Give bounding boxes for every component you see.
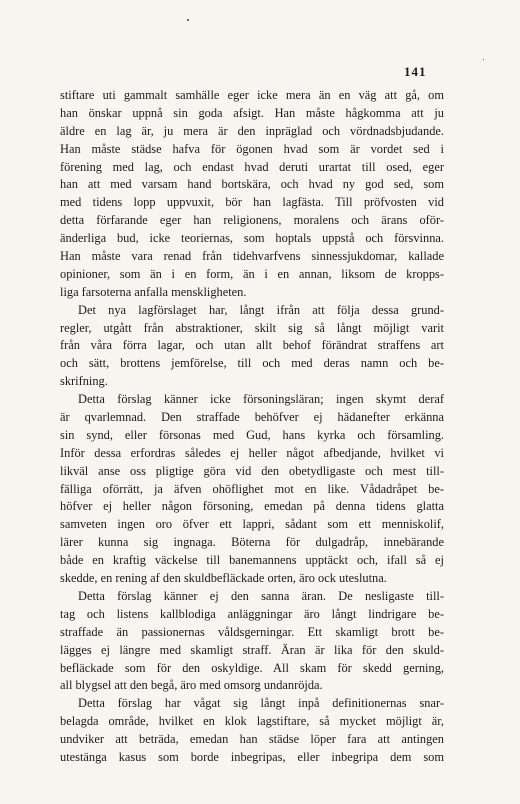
text-line: Inför dessa erfordras således ej heller något afbedjande, hvilket vi <box>60 445 444 460</box>
text-line: förening med lag, och endast hvad deruti urartat till osed, eger <box>60 159 444 174</box>
text-line: regler, utgått från abstraktioner, skilt sig så långt möjligt varit <box>60 320 444 335</box>
text-line: lägges ej längre med skamligt straff. Äran är lika för den skuld- <box>60 642 444 657</box>
text-line: Det nya lagförslaget har, långt ifrån att följa dessa grund- <box>78 302 444 317</box>
text-line: Detta förslag har vågat sig långt inpå definitionernas snar- <box>78 696 444 711</box>
text-line: sin synd, eller försonas med Gud, hans kyrka och församling. <box>60 427 444 442</box>
text-line: detta förfarande eger han religionens, moralens och ärans oför- <box>60 213 444 228</box>
text-line: straffade än passionernas våldsgerningar. Ett skamligt brott be- <box>60 624 444 639</box>
text-line: undviker att beträda, emedan han städse löper fara att antingen <box>60 732 444 747</box>
text-line: Han måste vara renad från tidehvarfvens sinnessjukdomar, kallade <box>60 249 444 264</box>
text-line: höfver ej heller någon försoning, emedan på denna tidens glatta <box>60 499 444 514</box>
text-line: tag och listens kallblodiga anläggningar äro långt lindrigare be- <box>60 606 444 621</box>
text-line: belagda område, hvilket en klok lagstiftare, så mycket möjligt är, <box>60 714 444 729</box>
print-speck <box>483 59 484 60</box>
text-line: skrifning. <box>60 374 108 389</box>
text-line: samveten ingen oro öfver ett lappri, sådant som ett menniskolif, <box>60 517 444 532</box>
text-line: all blygsel att den begå, äro med omsorg undanröjda. <box>60 678 323 693</box>
text-line: han önskar uppnå sin goda afsigt. Han måste hågkomma att ju <box>60 105 444 120</box>
text-line: med tidens lopp uppvuxit, bör han lagfästa. Till pröfvosten vid <box>60 195 444 210</box>
text-line: befläckade som för den oskyldige. All skam för skedd gerning, <box>60 660 444 675</box>
text-line: han att med varsam hand bortskära, och hvad ny god sed, som <box>60 177 444 192</box>
text-line: Detta förslag känner icke försoningsläran; ingen skymt deraf <box>78 392 444 407</box>
body-text <box>60 87 444 767</box>
text-line: och sätt, brottens jemförelse, till och med deras namn och be- <box>60 356 444 371</box>
text-line: fälliga oförrätt, ja äfven ohöflighet mot en like. Vådadråpet be- <box>60 481 444 496</box>
text-line: äldre en lag är, ju mera är den inpräglad och vördnadsbjudande. <box>60 123 444 138</box>
text-line: stiftare uti gammalt samhälle eger icke mera än en väg att gå, om <box>60 88 444 102</box>
print-speck <box>187 19 189 21</box>
text-line: är qvarlemnad. Den straffade behöfver ej hädanefter erkänna <box>60 410 444 425</box>
text-line: skedde, en rening af den skuldbefläckade orten, äro ock uteslutna. <box>60 571 387 586</box>
text-line: från våra förra lagar, och utan allt behof förändrat straffens art <box>60 338 444 353</box>
text-line: opinioner, som än i en form, än i en annan, liksom de kropps- <box>60 266 444 281</box>
text-line: Han måste städse hafva för ögonen hvad som är vordet sed i <box>60 141 444 156</box>
text-line: änderliga bud, icke teoriernas, som hoptals uppstå och försvinna. <box>60 231 444 246</box>
text-line: liga farsoterna anfalla menskligheten. <box>60 284 247 299</box>
text-line: lärer kunna sig ingnaga. Böterna för dulgadråp, innebärande <box>60 535 444 550</box>
text-line: utestänga kasus som borde inbegripas, eller inbegripa dem som <box>60 749 444 764</box>
text-line: både en kraftig väckelse till banemannens upptäckt och, ifall så ej <box>60 553 444 568</box>
page-number: 141 <box>404 64 427 79</box>
text-line: likväl anse oss pligtige göra vid den obetydligaste och mest till- <box>60 463 444 478</box>
text-line: Detta förslag känner ej den sanna äran. De nesligaste till- <box>78 588 444 603</box>
